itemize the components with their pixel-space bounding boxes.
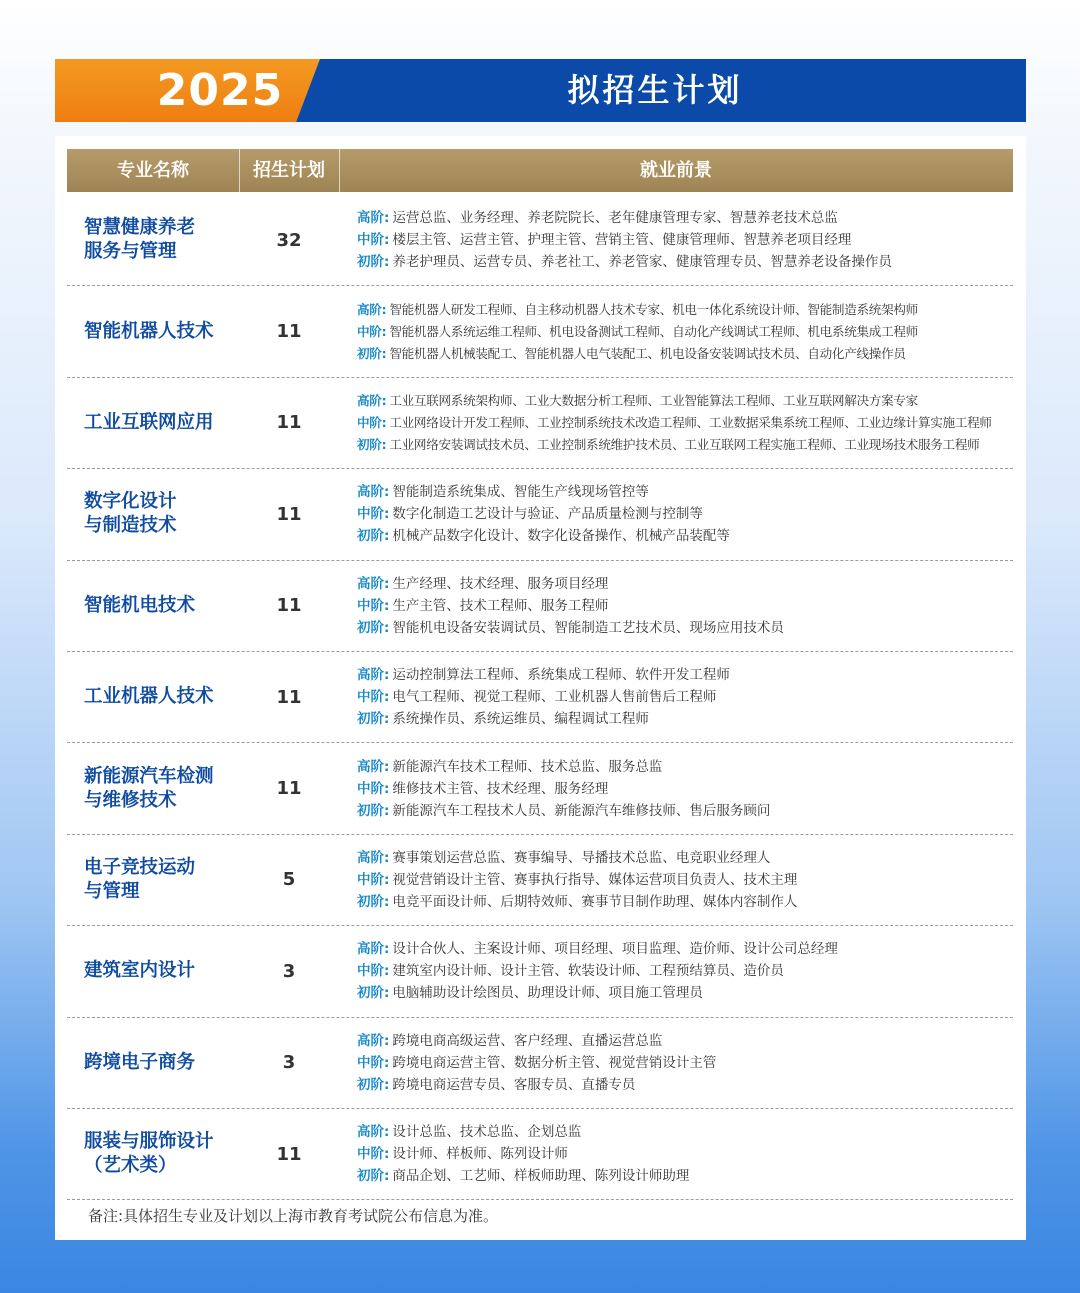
level-label: 中阶: xyxy=(357,963,390,980)
table-row xyxy=(67,286,1013,377)
level-label: 高阶: xyxy=(357,667,390,684)
prospect-line-low xyxy=(357,1074,1007,1096)
prospect-text: 养老护理员、运营专员、养老社工、养老管家、健康管理专员、智慧养老设备操作员 xyxy=(392,254,892,271)
major-name: 新能源汽车检测 与维修技术 xyxy=(84,765,214,811)
prospect-line-mid xyxy=(357,1052,1007,1074)
level-label: 初阶: xyxy=(357,528,390,545)
level-label: 高阶: xyxy=(357,575,390,592)
enrollment-count: 11 xyxy=(276,503,302,525)
prospect-line-high xyxy=(357,573,1007,595)
enrollment-count: 11 xyxy=(276,778,302,800)
career-prospects xyxy=(357,286,1007,376)
major-name: 智能机电技术 xyxy=(84,594,196,616)
prospect-line-high xyxy=(357,756,1007,778)
prospect-text: 跨境电商运营专员、客服专员、直播专员 xyxy=(392,1076,636,1093)
level-label: 初阶: xyxy=(357,1076,390,1093)
prospect-line-high xyxy=(357,207,1007,229)
header-plan: 招生计划 xyxy=(253,160,325,181)
prospect-line-low xyxy=(357,617,1007,639)
level-label: 中阶: xyxy=(357,689,390,706)
major-name: 智能机器人技术 xyxy=(84,320,214,342)
level-label: 中阶: xyxy=(357,232,390,249)
level-label: 初阶: xyxy=(357,1168,390,1185)
prospect-text: 智能机电设备安装调试员、智能制造工艺技术员、现场应用技术员 xyxy=(392,619,784,636)
level-label: 初阶: xyxy=(357,802,390,819)
level-label: 中阶: xyxy=(357,871,390,888)
table-row xyxy=(67,469,1013,560)
career-prospects xyxy=(357,743,1007,833)
level-label: 高阶: xyxy=(357,210,390,227)
prospect-line-low xyxy=(357,434,1007,456)
career-prospects xyxy=(357,561,1007,651)
level-label: 高阶: xyxy=(357,484,390,501)
prospect-line-mid xyxy=(357,1143,1007,1165)
level-label: 中阶: xyxy=(357,414,387,430)
table-header xyxy=(67,149,1013,192)
enrollment-count: 3 xyxy=(282,1052,296,1074)
prospect-text: 电竞平面设计师、后期特效师、赛事节目制作助理、媒体内容制作人 xyxy=(392,893,798,910)
major-name: 工业互联网应用 xyxy=(84,411,214,433)
level-label: 初阶: xyxy=(357,345,387,361)
career-prospects xyxy=(357,835,1007,925)
prospect-line-mid xyxy=(357,595,1007,617)
prospect-text: 商品企划、工艺师、样板师助理、陈列设计师助理 xyxy=(392,1168,690,1185)
level-label: 初阶: xyxy=(357,436,387,452)
prospect-text: 设计合伙人、主案设计师、项目经理、项目监理、造价师、设计公司总经理 xyxy=(392,941,838,958)
prospect-text: 智能机器人研发工程师、自主移动机器人技术专家、机电一体化系统设计师、智能制造系统架构师 xyxy=(389,301,918,317)
prospect-line-low xyxy=(357,891,1007,913)
prospect-text: 楼层主管、运营主管、护理主管、营销主管、健康管理师、智慧养老项目经理 xyxy=(392,232,852,249)
prospect-text: 电脑辅助设计绘图员、助理设计师、项目施工管理员 xyxy=(392,985,703,1002)
level-label: 高阶: xyxy=(357,758,390,775)
table-row xyxy=(67,195,1013,286)
enrollment-count: 11 xyxy=(276,1143,302,1165)
major-name: 智慧健康养老 服务与管理 xyxy=(84,217,196,263)
prospect-text: 设计总监、技术总监、企划总监 xyxy=(392,1124,582,1141)
level-label: 中阶: xyxy=(357,323,387,339)
prospect-text: 生产主管、技术工程师、服务工程师 xyxy=(392,597,609,614)
prospect-line-mid xyxy=(357,686,1007,708)
prospect-text: 赛事策划运营总监、赛事编导、导播技术总监、电竞职业经理人 xyxy=(392,849,771,866)
prospect-line-high xyxy=(357,664,1007,686)
prospect-text: 数字化制造工艺设计与验证、产品质量检测与控制等 xyxy=(392,506,703,523)
level-label: 高阶: xyxy=(357,1032,390,1049)
career-prospects xyxy=(357,1018,1007,1108)
enrollment-count: 3 xyxy=(282,960,296,982)
prospect-line-low xyxy=(357,251,1007,273)
career-prospects xyxy=(357,1109,1007,1199)
table-row xyxy=(67,652,1013,743)
major-name: 数字化设计 与制造技术 xyxy=(84,491,177,537)
major-name: 建筑室内设计 xyxy=(84,960,196,982)
banner-title: 拟招生计划 xyxy=(567,71,743,109)
level-label: 中阶: xyxy=(357,597,390,614)
table-row xyxy=(67,1018,1013,1109)
level-label: 中阶: xyxy=(357,506,390,523)
banner-year: 2025 xyxy=(156,65,284,116)
prospect-text: 智能机器人系统运维工程师、机电设备测试工程师、自动化产线调试工程师、机电系统集成工程师 xyxy=(389,323,918,339)
prospect-text: 新能源汽车工程技术人员、新能源汽车维修技师、售后服务顾问 xyxy=(392,802,771,819)
career-prospects xyxy=(357,469,1007,559)
prospect-text: 工业互联网系统架构师、工业大数据分析工程师、工业智能算法工程师、工业互联网解决方案专家 xyxy=(389,392,918,408)
enrollment-count: 11 xyxy=(276,412,302,434)
table-row xyxy=(67,926,1013,1017)
prospect-line-mid xyxy=(357,869,1007,891)
prospect-text: 设计师、样板师、陈列设计师 xyxy=(392,1146,568,1163)
level-label: 高阶: xyxy=(357,1124,390,1141)
major-name: 跨境电子商务 xyxy=(84,1051,196,1073)
level-label: 高阶: xyxy=(357,941,390,958)
prospect-text: 新能源汽车技术工程师、技术总监、服务总监 xyxy=(392,758,663,775)
career-prospects xyxy=(357,378,1007,468)
level-label: 初阶: xyxy=(357,254,390,271)
enrollment-count: 32 xyxy=(276,229,302,251)
prospect-text: 跨境电商运营主管、数据分析主管、视觉营销设计主管 xyxy=(392,1054,717,1071)
major-name: 服装与服饰设计 （艺术类） xyxy=(84,1131,214,1177)
level-label: 中阶: xyxy=(357,780,390,797)
enrollment-count: 5 xyxy=(282,869,296,891)
prospect-text: 工业网络安装调试技术员、工业控制系统维护技术员、工业互联网工程实施工程师、工业现场技术服务工程师 xyxy=(389,436,980,452)
prospect-line-low xyxy=(357,525,1007,547)
level-label: 初阶: xyxy=(357,893,390,910)
title-banner xyxy=(55,59,1026,122)
prospect-line-low xyxy=(357,982,1007,1004)
prospect-text: 跨境电商高级运营、客户经理、直播运营总监 xyxy=(392,1032,663,1049)
prospect-text: 建筑室内设计师、设计主管、软装设计师、工程预结算员、造价员 xyxy=(392,963,784,980)
prospect-line-high xyxy=(357,390,1007,412)
major-name: 工业机器人技术 xyxy=(84,686,214,708)
level-label: 初阶: xyxy=(357,711,390,728)
table-row xyxy=(67,835,1013,926)
level-label: 初阶: xyxy=(357,619,390,636)
prospect-line-low xyxy=(357,343,1007,365)
prospect-line-mid xyxy=(357,412,1007,434)
level-label: 高阶: xyxy=(357,392,387,408)
prospect-line-mid xyxy=(357,960,1007,982)
prospect-text: 运动控制算法工程师、系统集成工程师、软件开发工程师 xyxy=(392,667,730,684)
header-prospects: 就业前景 xyxy=(640,160,712,181)
prospect-text: 智能机器人机械装配工、智能机器人电气装配工、机电设备安装调试技术员、自动化产线操作员 xyxy=(389,345,906,361)
prospect-line-low xyxy=(357,708,1007,730)
career-prospects xyxy=(357,195,1007,285)
major-name: 电子竞技运动 与管理 xyxy=(84,856,196,902)
enrollment-count: 11 xyxy=(276,595,302,617)
table-row xyxy=(67,743,1013,834)
prospect-text: 工业网络设计开发工程师、工业控制系统技术改造工程师、工业数据采集系统工程师、工业边缘计算实施工程师 xyxy=(389,414,992,430)
prospect-text: 维修技术主管、技术经理、服务经理 xyxy=(392,780,609,797)
prospect-line-mid xyxy=(357,229,1007,251)
prospect-line-high xyxy=(357,938,1007,960)
table-row xyxy=(67,378,1013,469)
prospect-line-low xyxy=(357,800,1007,822)
prospect-line-high xyxy=(357,1121,1007,1143)
career-prospects xyxy=(357,652,1007,742)
prospect-text: 机械产品数字化设计、数字化设备操作、机械产品装配等 xyxy=(392,528,730,545)
prospect-line-mid xyxy=(357,778,1007,800)
career-prospects xyxy=(357,926,1007,1016)
table-row xyxy=(67,1109,1013,1200)
prospect-text: 智能制造系统集成、智能生产线现场管控等 xyxy=(392,484,649,501)
prospect-line-high xyxy=(357,299,1007,321)
prospect-line-high xyxy=(357,1030,1007,1052)
prospect-line-mid xyxy=(357,503,1007,525)
level-label: 初阶: xyxy=(357,985,390,1002)
prospect-line-high xyxy=(357,847,1007,869)
prospect-text: 生产经理、技术经理、服务项目经理 xyxy=(392,575,609,592)
prospect-line-high xyxy=(357,481,1007,503)
table-body xyxy=(67,195,1013,1200)
header-major: 专业名称 xyxy=(117,160,189,181)
table-row xyxy=(67,561,1013,652)
prospect-text: 视觉营销设计主管、赛事执行指导、媒体运营项目负责人、技术主理 xyxy=(392,871,798,888)
prospect-text: 电气工程师、视觉工程师、工业机器人售前售后工程师 xyxy=(392,689,717,706)
enrollment-count: 11 xyxy=(276,686,302,708)
footnote: 备注:具体招生专业及计划以上海市教育考试院公布信息为准。 xyxy=(88,1207,499,1225)
level-label: 高阶: xyxy=(357,301,387,317)
enrollment-table-card xyxy=(55,136,1026,1240)
level-label: 中阶: xyxy=(357,1054,390,1071)
prospect-text: 运营总监、业务经理、养老院院长、老年健康管理专家、智慧养老技术总监 xyxy=(392,210,838,227)
prospect-line-mid xyxy=(357,321,1007,343)
enrollment-count: 11 xyxy=(276,321,302,343)
prospect-line-low xyxy=(357,1165,1007,1187)
level-label: 高阶: xyxy=(357,849,390,866)
prospect-text: 系统操作员、系统运维员、编程调试工程师 xyxy=(392,711,649,728)
level-label: 中阶: xyxy=(357,1146,390,1163)
